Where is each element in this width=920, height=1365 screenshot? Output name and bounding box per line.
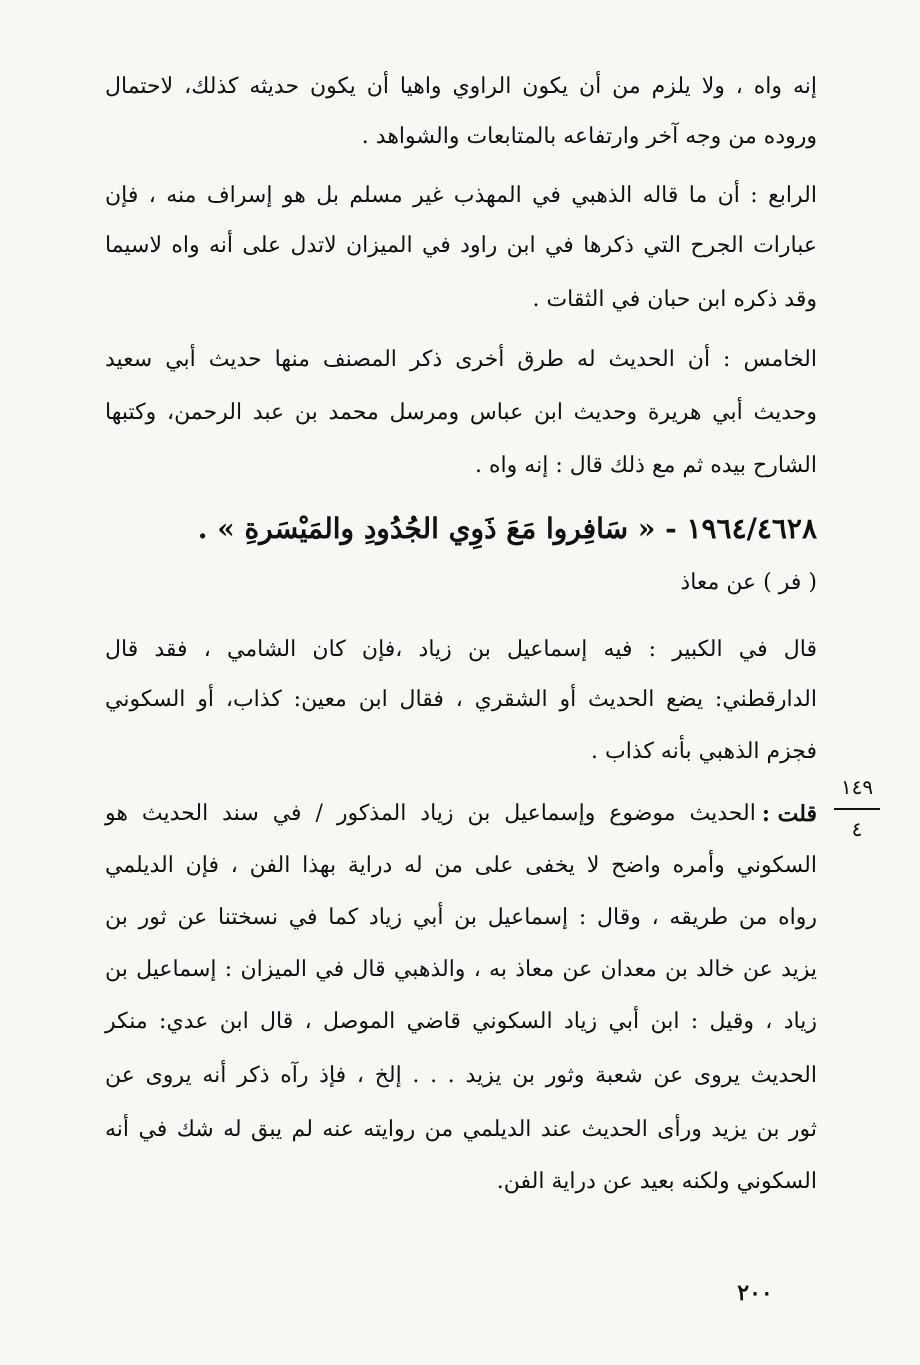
text-line: رواه من طريقه ، وقال : إسماعيل بن أبي زياد كما في نسختنا عن ثور بن bbox=[105, 905, 817, 930]
text-line: الشارح بيده ثم مع ذلك قال : إنه واه . bbox=[475, 453, 817, 478]
text-line: وقد ذكره ابن حبان في الثقات . bbox=[532, 287, 817, 312]
text-line: الخامس : أن الحديث له طرق أخرى ذكر المصنف منها حديث أبي سعيد bbox=[105, 347, 817, 372]
hadith-source: ( فر ) عن معاذ bbox=[680, 570, 817, 595]
text-line: زياد ، وقيل : ابن أبي زياد السكوني قاضي الموصل ، قال ابن عدي: منكر bbox=[105, 1009, 817, 1034]
margin-reference-volume: ٤ bbox=[851, 817, 863, 841]
text-line: يزيد عن خالد بن معدان عن معاذ به ، والذهبي قال في الميزان : إسماعيل بن bbox=[105, 957, 817, 982]
text-line: ثور بن يزيد ورأى الحديث عند الديلمي من روايته عنه لم يبق له شك في أنه bbox=[105, 1117, 817, 1142]
text-line: عبارات الجرح التي ذكرها في ابن راود في الميزان لاتدل على أنه واه لاسيما bbox=[105, 233, 817, 258]
text-line: الحديث يروى عن شعبة وثور بن يزيد . . . إلخ ، فإذ رآه ذكر أنه يروى عن bbox=[105, 1063, 817, 1088]
text-line: وحديث أبي هريرة وحديث ابن عباس ومرسل محمد بن عبد الرحمن، وكتبها bbox=[105, 400, 817, 425]
qult-label: قلت : bbox=[761, 801, 817, 827]
page-number: ٢٠٠ bbox=[737, 1280, 773, 1306]
text-line: الدارقطني: يضع الحديث أو الشقري ، فقال ابن معين: كذاب، أو السكوني bbox=[105, 687, 817, 712]
text-line: الرابع : أن ما قاله الذهبي في المهذب غير مسلم بل هو إسراف منه ، فإن bbox=[105, 183, 817, 208]
main-text bbox=[105, 0, 817, 1240]
text-line: إنه واه ، ولا يلزم من أن يكون الراوي واهيا أن يكون حديثه كذلك، لاحتمال bbox=[105, 74, 817, 99]
hadith-heading: ١٩٦٤/٤٦٢٨ - « سَافِروا مَعَ ذَوِي الجُدُودِ والمَيْسَرةِ » . bbox=[197, 512, 817, 545]
qult-line bbox=[105, 794, 817, 834]
margin-reference-number: ١٤٩ bbox=[840, 775, 874, 799]
margin-reference bbox=[832, 772, 882, 842]
margin-divider bbox=[834, 808, 880, 810]
text-line: الحديث موضوع وإسماعيل بن زياد المذكور / في سند الحديث هو bbox=[105, 801, 756, 826]
text-line: وروده من وجه آخر وارتفاعه بالمتابعات والشواهد . bbox=[361, 124, 817, 149]
text-line: السكوني وأمره واضح لا يخفى على من له دراية بهذا الفن ، فإن الديلمي bbox=[105, 853, 817, 878]
text-line: قال في الكبير : فيه إسماعيل بن زياد ،فإن كان الشامي ، فقد قال bbox=[105, 637, 817, 662]
text-line: فجزم الذهبي بأنه كذاب . bbox=[591, 739, 817, 764]
text-line: السكوني ولكنه بعيد عن دراية الفن. bbox=[496, 1169, 817, 1194]
